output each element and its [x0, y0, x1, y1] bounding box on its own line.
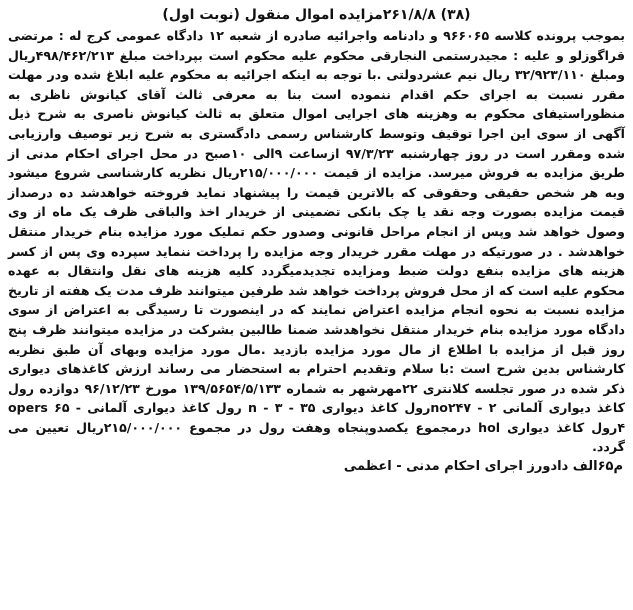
notice-body: بموجب پرونده کلاسه ۹۶۶۰۶۵ و دادنامه واجرائیه صادره از شعبه ۱۲ دادگاه عمومی کرج له : مرتضی قراگوزلو و علیه : مجیدرستمی النجارقی محکوم علیه محکوم است بپرداخت مبلغ ۴۹۸/۴۶۲/۲۱۳ریال ومبلغ ۳۲/۹۲۳/۱۱۰ ریال نیم عشردولتی .با توجه به اینکه اجرائیه به محکوم علیه ابلاغ شده ودر مهلت مقرر نسبت به اجرای حکم اقدام ننموده است بنا به معرفی ثالث آقای کیانوش ناظری به منظوراستیفای محکوم به وهزینه های اجرایی اموال متعلق به ثالث کیانوش ناصری به شرح ذیل آگهی از سوی این اجرا توقیف وتوسط کارشناس رسمی دادگستری به شرح زیر توصیف وارزیابی شده ومقرر است در روز چهارشنبه ۹۷/۳/۲۳ ازساعت ۹الی ۱۰صبح در محل اجرای احکام مدنی از طریق مزایده به فروش میرسد. مزایده از قیمت ۲۱۵/۰۰۰/۰۰۰ریال نظریه کارشناسی شروع میشود وبه هر شخص حقیقی وحقوقی که بالاترین قیمت را پیشنهاد نماید فروخته خواهدشد ده درصداز قیمت مزایده بصورت وجه نقد یا چک بانکی تضمینی از خریدار اخذ والباقی ظرف یک ماه از وی وصول خواهد شد وپس از انجام مراحل قانونی وصدور حکم تملیک مورد مزایده بنام خریدار منتقل خواهدشد . در صورتیکه در مهلت مقرر خریدار وجه مزایده را پرداخت ننماید سپرده وی پس از کسر هزینه های مزایده بنفع دولت ضبط ومزایده تجدیدمیگردد کلیه هزینه های نقل وانتقال به عهده محکوم علیه است که از محل فروش پرداخت خواهد شد طرفین میتوانند ظرف مدت یک هفته از تاریخ مزایده نسبت به نحوه انجام مزایده اعتراض نمایند که در اینصورت تا رسیدگی به اعتراض از سوی دادگاه مورد مزایده بنام خریدار منتقل نخواهدشد ضمنا طالبین بشرکت در مزایده میتوانند ظرف پنج روز قبل از مزایده با اطلاع از مال مورد مزایده بازدید .مال مورد مزایده وبهای آن طبق نظریه کارشناس بدین شرح است :با سلام وتقدیم احترام به استحضار می رساند ارزش کاغذهای دیواری ذکر شده در صور تجلسه کلانتری ۲۲مهرشهر به شماره ۱۳۹/۵۶۵۴/۵/۱۳۳ مورخ ۹۶/۱۲/۲۳ دوازده رول کاغذ دیواری آلمانی no۲۴۷ - ۲رول کاغذ دیواری n - ۳ - ۳۵ رول کاغذ دیواری آلمانی opers ۶۵ - ۴رول کاغذ دیواری hol درمجموع یکصدوپنجاه وهفت رول در مجموع ۲۱۵/۰۰۰/۰۰۰ریال تعیین می گردد.: [8, 28, 625, 455]
notice-title: (۳۸) ۲۶۱/۸/۸مزایده اموال منقول (نوبت اول): [162, 7, 471, 23]
notice-signature: م۶۵الف دادورز اجرای احکام مدنی - اعظمی: [343, 459, 623, 475]
